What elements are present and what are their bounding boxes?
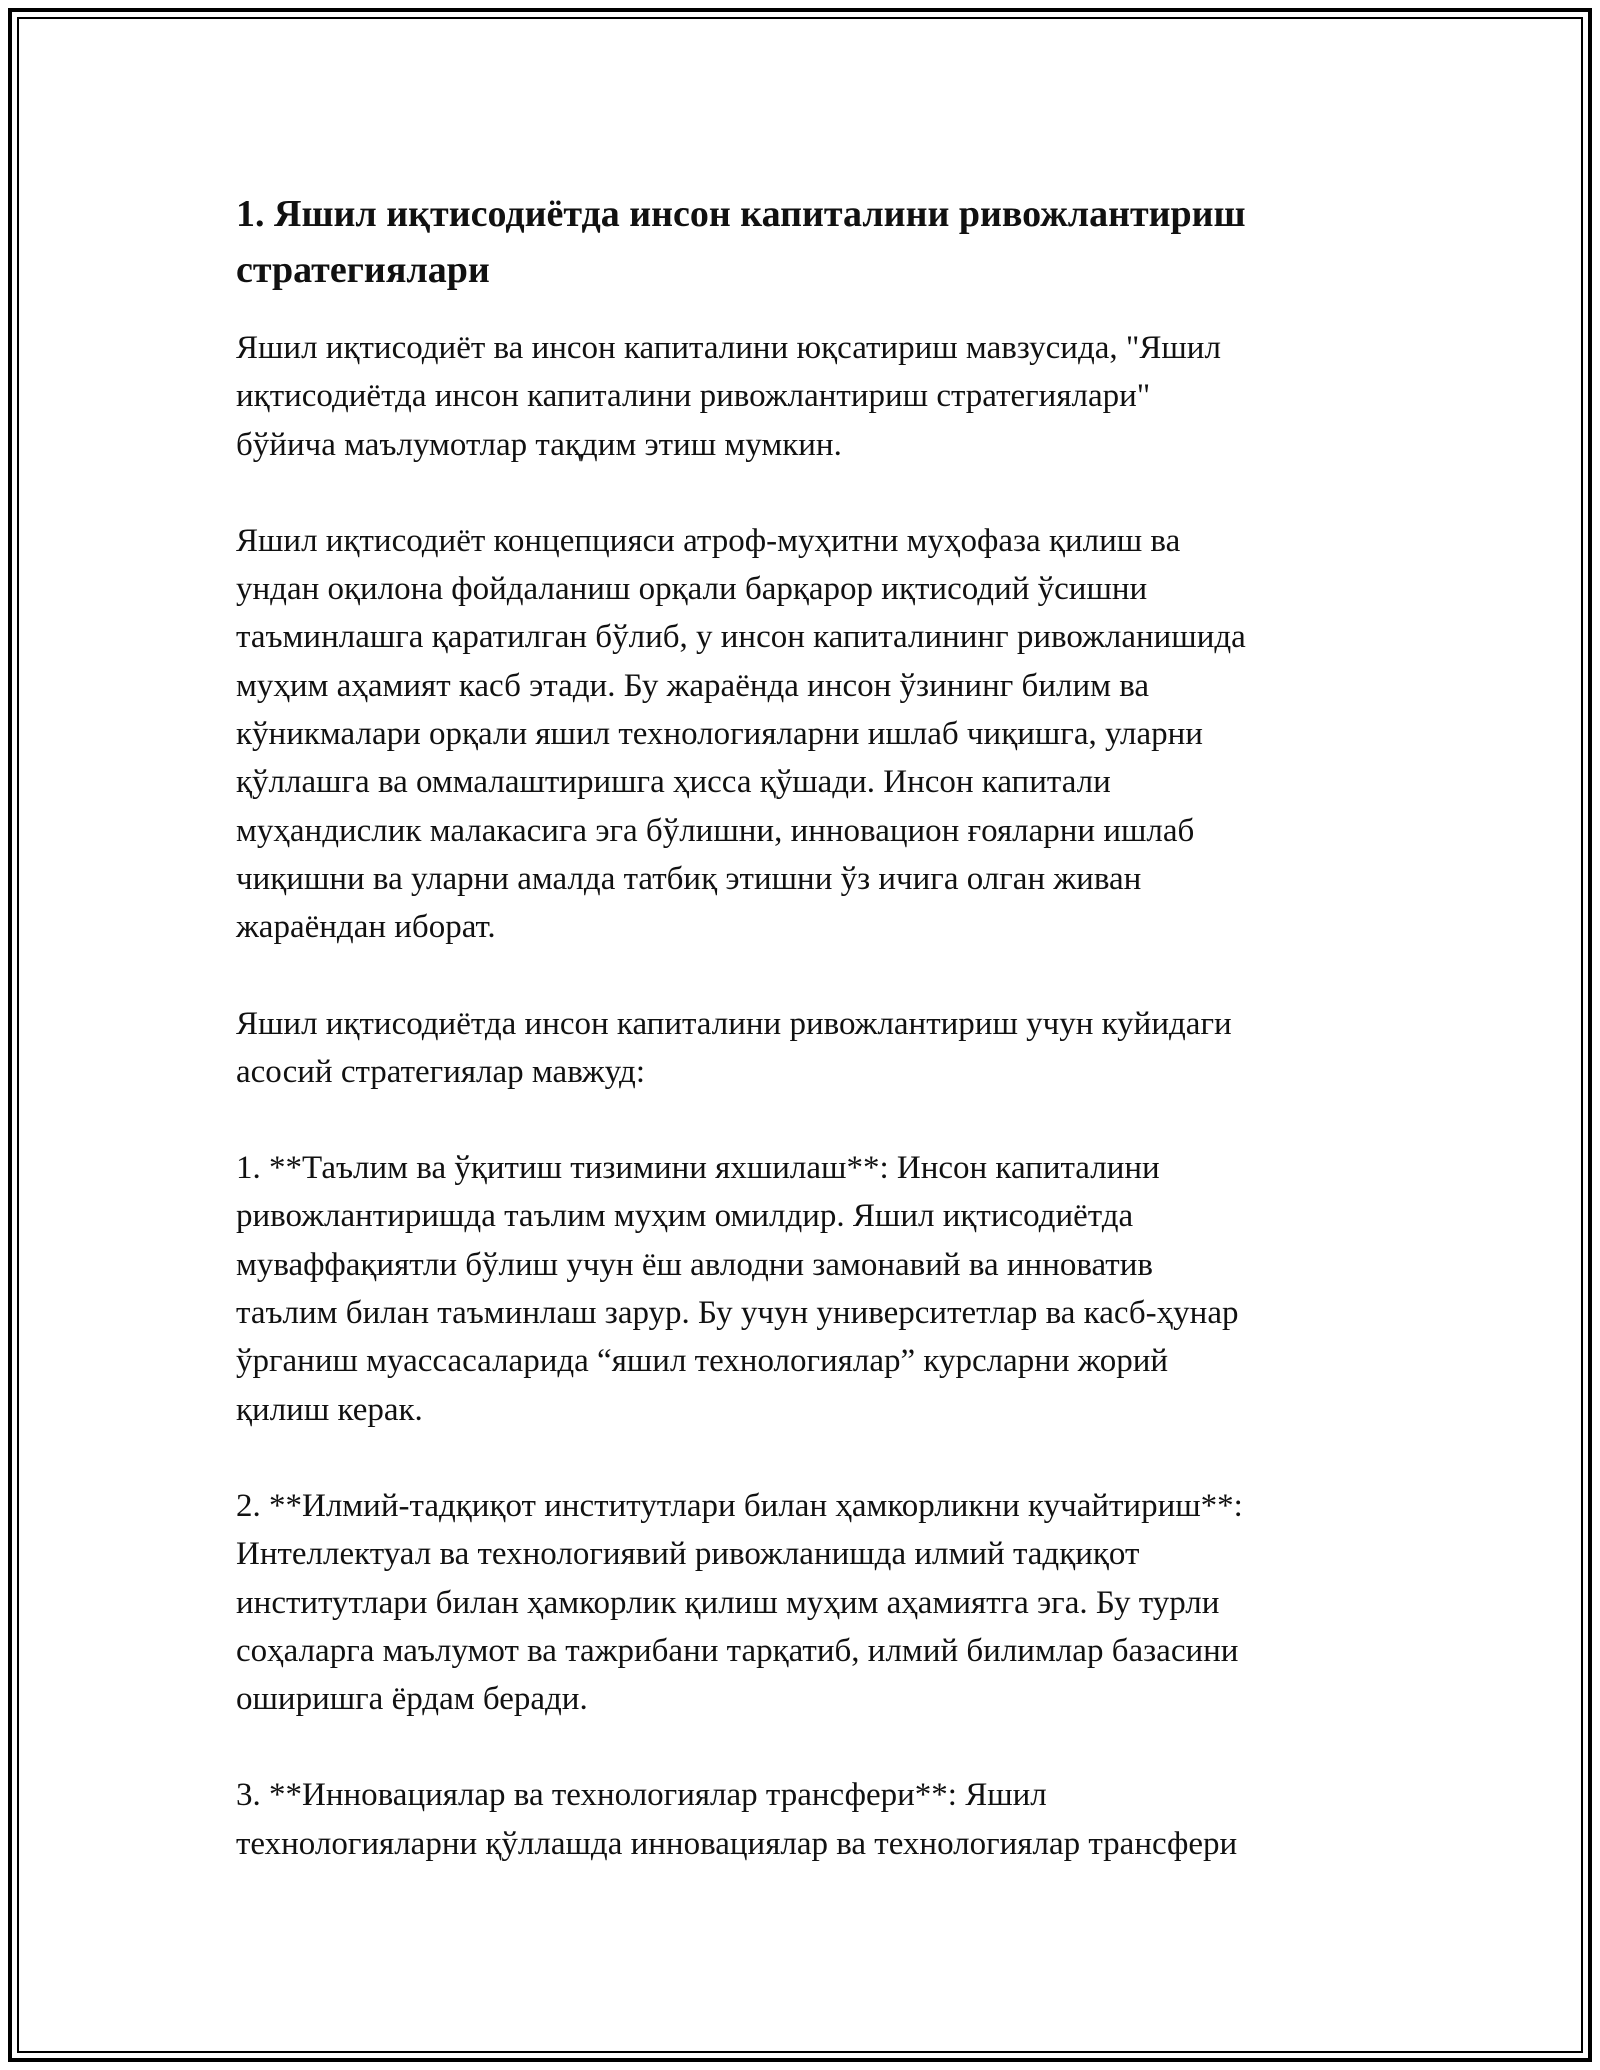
paragraph-strategies-intro: Яшил иқтисодиётда инсон капиталини ривожлантириш учун куйидаги асосий стратегиялар мавжуд: [236,1005,1232,1090]
document-title: 1. Яшил иқтисодиётда инсон капиталини ривожлантириш стратегиялари [236,193,1246,291]
document-body [236,186,1366,1916]
list-item-research: 2. **Илмий-тадқиқот институтлари билан ҳамкорликни кучайтириш**: Интеллектуал ва технологиявий ривожланишда илмий тадқиқот институтлари билан ҳамкорлик қилиш муҳим аҳамиятга эга. Бу турли соҳаларга маълумот ва тажрибани тарқатиб, илмий билимлар базасини оширишга ёрдам беради. [236,1487,1243,1718]
list-item-education: 1. **Таълим ва ўқитиш тизимини яхшилаш**: Инсон капиталини ривожлантиришда таълим муҳим омилдир. Яшил иқтисодиётда муваффақиятли бўлиш учун ёш авлодни замонавий ва инноватив таълим билан таъминлаш зарур. Бу учун университетлар ва касб-ҳунар ўрганиш муассасаларида “яшил технологиялар” курсларни жорий қилиш керак. [236,1150,1239,1428]
paragraph-concept: Яшил иқтисодиёт концепцияси атроф-муҳитни муҳофаза қилиш ва ундан оқилона фойдаланиш орқали барқарор иқтисодий ўсишни таъминлашга қаратилган бўлиб, у инсон капиталининг ривожланишида муҳим аҳамият касб этади. Бу жараёнда инсон ўзининг билим ва кўникмалари орқали яшил технологияларни ишлаб чиқишга, уларни қўллашга ва оммалаштиришга ҳисса қўшади. Инсон капитали муҳандислик малакасига эга бўлишни, инновацион ғояларни ишлаб чиқишни ва уларни амалда татбиқ этишни ўз ичига олган живан жараёндан иборат. [236,522,1246,946]
list-item-innovation: 3. **Инновациялар ва технологиялар трансфери**: Яшил технологияларни қўллашда инновациялар ва технологиялар трансфери [236,1777,1238,1862]
paragraph-intro: Яшил иқтисодиёт ва инсон капиталини юқсатириш мавзусида, "Яшил иқтисодиётда инсон капиталини ривожлантириш стратегиялари" бўйича маълумотлар тақдим этиш мумкин. [236,330,1221,463]
